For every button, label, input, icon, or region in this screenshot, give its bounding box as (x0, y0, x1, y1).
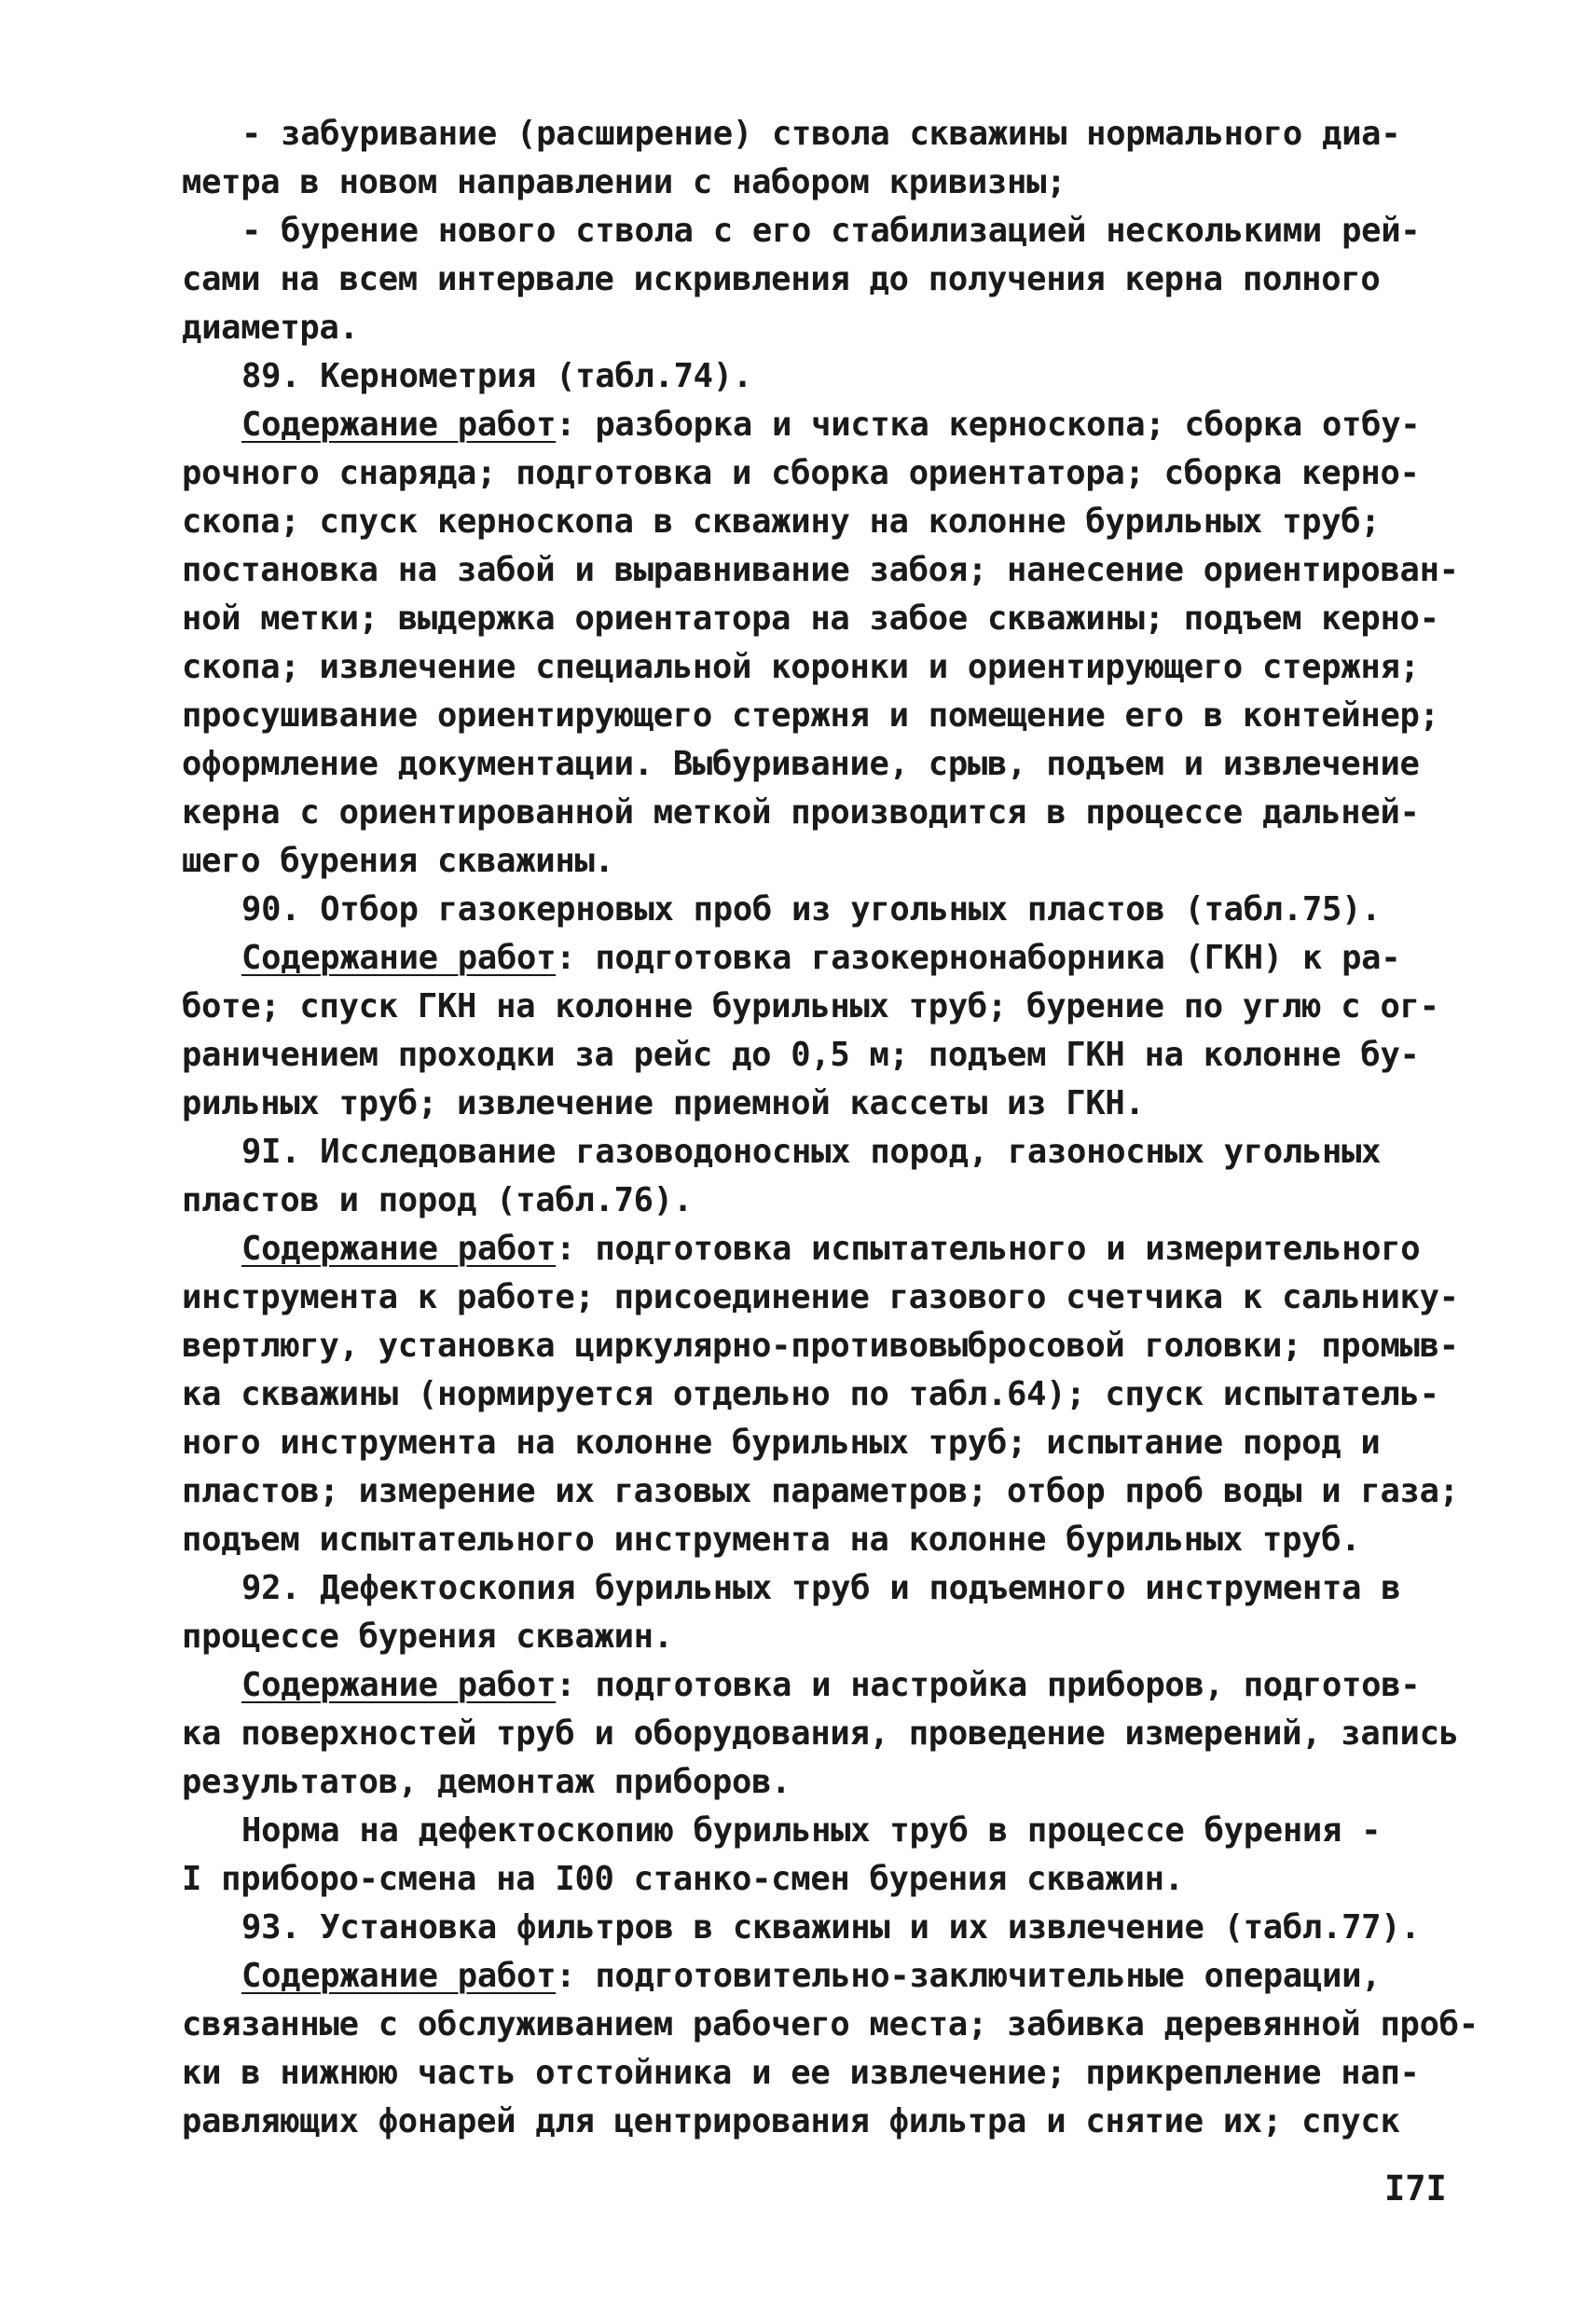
text-line (182, 837, 1459, 886)
text-line (182, 158, 1459, 207)
text-line (182, 789, 1459, 837)
text-line (182, 1370, 1459, 1419)
line-text: метра в новом направлении с набором кривизны; (182, 163, 1066, 201)
text-line (182, 983, 1459, 1031)
line-text: вертлюгу, установка циркулярно-противовыбросовой головки; промыв- (182, 1327, 1459, 1365)
line-text: ного инструмента на колонне бурильных труб; испытание пород и (182, 1424, 1381, 1462)
line-text: ка поверхностей труб и оборудования, проведение измерений, запись (182, 1714, 1459, 1753)
text-line (182, 352, 1459, 401)
line-text: : подготовительно-заключительные операции, (556, 1957, 1382, 1995)
text-line (182, 1419, 1459, 1467)
text-line (182, 1710, 1459, 1758)
line-text: : подготовка и настройка приборов, подготов- (556, 1666, 1421, 1704)
text-line (182, 546, 1459, 595)
text-line (182, 401, 1459, 449)
text-line (182, 595, 1459, 643)
text-line (182, 1516, 1459, 1564)
text-line (182, 1613, 1459, 1661)
text-line (182, 1564, 1459, 1613)
line-text: 93. Установка фильтров в скважины и их извлечение (табл.77). (241, 1908, 1421, 1947)
line-text: инструмента к работе; присоединение газового счетчика к сальнику- (182, 1278, 1459, 1316)
text-line (182, 692, 1459, 740)
text-line (182, 1225, 1459, 1273)
line-text: шего бурения скважины. (182, 842, 614, 880)
text-line (182, 643, 1459, 692)
text-line (182, 2098, 1459, 2146)
line-text: диаметра. (182, 309, 359, 347)
text-line (182, 1177, 1459, 1225)
section-label: Содержание работ (241, 939, 557, 977)
text-line (182, 1467, 1459, 1516)
line-text: - бурение нового ствола с его стабилизацией несколькими рей- (241, 212, 1421, 250)
text-line (182, 1807, 1459, 1855)
section-label: Содержание работ (241, 406, 557, 444)
line-text: рочного снаряда; подготовка и сборка ориентатора; сборка керно- (182, 454, 1420, 492)
line-text: результатов, демонтаж приборов. (182, 1763, 791, 1801)
text-line (182, 1758, 1459, 1807)
line-text: Норма на дефектоскопию бурильных труб в процессе бурения - (241, 1811, 1382, 1850)
line-text: процессе бурения скважин. (182, 1617, 673, 1656)
text-line (182, 110, 1459, 158)
section-label: Содержание работ (241, 1666, 557, 1704)
line-text: : подготовка испытательного и измерительного (556, 1230, 1421, 1268)
page-number: I7I (1384, 2168, 1447, 2209)
line-text: 9I. Исследование газоводоносных пород, газоносных угольных (241, 1133, 1382, 1171)
line-text: просушивание ориентирующего стержня и помещение его в контейнер; (182, 696, 1439, 735)
line-text: оформление документации. Выбуривание, срыв, подъем и извлечение (182, 745, 1420, 783)
line-text: I приборо-смена на I00 станко-смен бурения скважин. (182, 1860, 1184, 1898)
text-line (182, 1855, 1459, 1904)
line-text: пластов и пород (табл.76). (182, 1181, 693, 1219)
line-text: связанные с обслуживанием рабочего места; забивка деревянной проб- (182, 2005, 1479, 2044)
text-line (182, 1322, 1459, 1370)
text-line (182, 934, 1459, 983)
text-line (182, 304, 1459, 352)
text-line (182, 2049, 1459, 2098)
line-text: равляющих фонарей для центрирования фильтра и снятие их; спуск (182, 2102, 1400, 2140)
body-text (182, 110, 1479, 2146)
text-line (182, 740, 1459, 789)
text-line (182, 1128, 1459, 1177)
line-text: рильных труб; извлечение приемной кассеты из ГКН. (182, 1084, 1145, 1122)
line-text: ки в нижнюю часть отстойника и ее извлечение; прикрепление нап- (182, 2054, 1420, 2092)
text-line (182, 1904, 1459, 1952)
text-line (182, 1080, 1459, 1128)
line-text: скопа; извлечение специальной коронки и ориентирующего стержня; (182, 648, 1420, 686)
line-text: ка скважины (нормируется отдельно по табл.64); спуск испытатель- (182, 1375, 1439, 1413)
line-text: боте; спуск ГКН на колонне бурильных труб; бурение по углю с ог- (182, 987, 1439, 1025)
text-line (182, 1952, 1459, 2001)
section-label: Содержание работ (241, 1230, 557, 1268)
line-text: ной метки; выдержка ориентатора на забое скважины; подъем керно- (182, 599, 1439, 638)
text-line (182, 207, 1459, 255)
text-line (182, 498, 1459, 546)
line-text: постановка на забой и выравнивание забоя; нанесение ориентирован- (182, 551, 1459, 589)
text-line (182, 1273, 1459, 1322)
line-text: сами на всем интервале искривления до получения керна полного (182, 260, 1381, 298)
text-line (182, 1661, 1459, 1710)
section-label: Содержание работ (241, 1957, 557, 1995)
text-line (182, 1031, 1459, 1080)
line-text: скопа; спуск керноскопа в скважину на колонне бурильных труб; (182, 502, 1381, 541)
line-text: раничением проходки за рейс до 0,5 м; подъем ГКН на колонне бу- (182, 1036, 1420, 1074)
line-text: : подготовка газокернонаборника (ГКН) к ра- (556, 939, 1401, 977)
line-text: 89. Кернометрия (табл.74). (241, 357, 752, 395)
text-line (182, 886, 1459, 934)
line-text: 90. Отбор газокерновых проб из угольных пластов (табл.75). (241, 890, 1382, 929)
line-text: подъем испытательного инструмента на колонне бурильных труб. (182, 1521, 1361, 1559)
line-text: : разборка и чистка керноскопа; сборка отбу- (556, 406, 1421, 444)
text-line (182, 2001, 1479, 2049)
line-text: - забуривание (расширение) ствола скважины нормального диа- (241, 115, 1401, 153)
text-line (182, 449, 1459, 498)
text-line (182, 255, 1459, 304)
line-text: керна с ориентированной меткой производится в процессе дальней- (182, 793, 1420, 832)
line-text: 92. Дефектоскопия бурильных труб и подъемного инструмента в (241, 1569, 1401, 1607)
line-text: пластов; измерение их газовых параметров; отбор проб воды и газа; (182, 1472, 1459, 1510)
